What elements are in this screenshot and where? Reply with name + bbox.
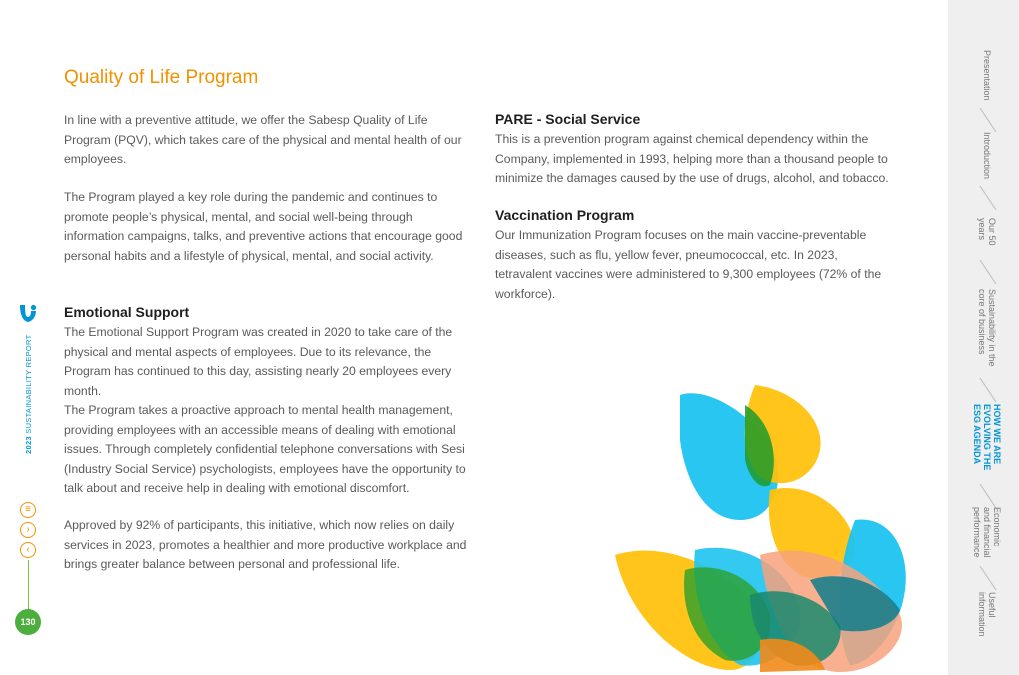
emotional-support-paragraph-2: The Program takes a proactive approach to mental health management, providing employees with an accessible means of dealing with emotional issues. Through completely confidential telephone conversations with Sesi (Industry Social Service) psychologists, employees have the opportunity to talk about and receive help in dealing with emotional discomfort. (64, 403, 466, 495)
tab-divider (948, 252, 1019, 292)
sabesp-logo (17, 303, 39, 325)
intro-paragraph: In line with a preventive attitude, we offer the Sabesp Quality of Life Program (PQV), which takes care of the physical and mental health of our employees. (64, 113, 462, 166)
tab-divider (948, 178, 1019, 218)
next-page-button[interactable] (20, 522, 36, 538)
chevron-right-icon: › (26, 524, 30, 535)
section-sidebar: Presentation Introduction Our 50 years Sustainability in the core of business HOW WE ARE EVOLVING THE ESG AGENDA Economic and financial performance Useful information (948, 0, 1019, 675)
decorative-leaves-graphic (610, 380, 950, 675)
program-paragraph: The Program played a key role during the pandemic and continues to promote people’s physical, mental, and social well-being through information campaigns, talks, and preventive actions that encourage good personal habits and a lifestyle of physical, mental, and social activity. (64, 190, 463, 263)
menu-icon: ≡ (25, 504, 31, 515)
report-label (24, 334, 33, 454)
pare-heading: PARE - Social Service (495, 111, 641, 127)
report-year: 2023 (24, 436, 33, 454)
pare-paragraph: This is a prevention program against chemical dependency within the Company, implemented in 1993, helping more than a thousand people to minimize the damages caused by the use of drugs, alcohol, and tobacco. (495, 132, 889, 185)
emotional-support-paragraph-1: The Emotional Support Program was created in 2020 to take care of the physical and mental aspects of employees. Due to its relevance, the Program has continued to this day, assisting nearly 20 employees every month. (64, 325, 453, 398)
page-title: Quality of Life Program (64, 67, 259, 88)
page-number: 130 (15, 609, 41, 635)
menu-button[interactable] (20, 502, 36, 518)
vaccination-heading: Vaccination Program (495, 207, 635, 223)
emotional-support-heading: Emotional Support (64, 304, 190, 320)
chevron-left-icon: ‹ (26, 544, 30, 555)
vaccination-paragraph: Our Immunization Program focuses on the main vaccine-preventable diseases, such as flu, yellow fever, pneumococcal, etc. In 2023, tetravalent vaccines were administered to 9,300 employees (72% of the workforce). (495, 228, 882, 301)
previous-page-button[interactable] (20, 542, 36, 558)
report-name: SUSTAINABILITY REPORT (24, 334, 33, 434)
rail-divider (28, 560, 29, 610)
emotional-support-paragraph-3: Approved by 92% of participants, this initiative, which now relies on daily services in 2023, promotes a healthier and more productive workplace and brings greater balance between personal and professional life. (64, 518, 467, 571)
